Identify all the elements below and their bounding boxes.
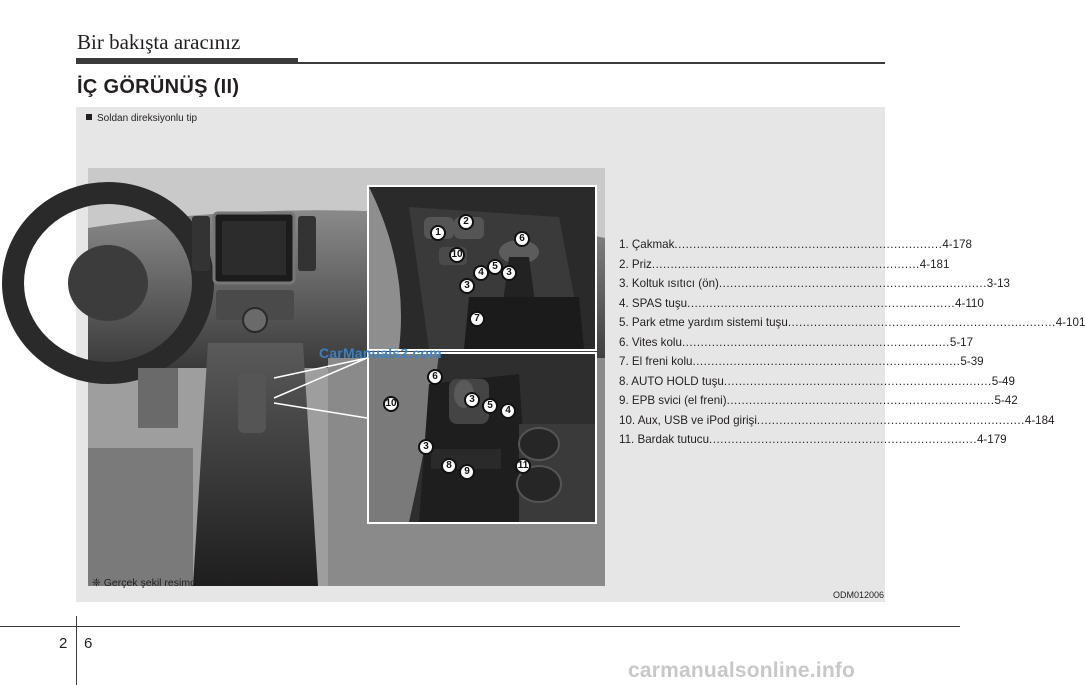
callout-badge: 8	[441, 458, 457, 474]
callout-shifter-area	[367, 185, 597, 351]
site-watermark: carmanualsonline.info	[628, 659, 856, 682]
legend-item: 1. Çakmak ........................................................................ 4-178	[619, 238, 972, 252]
legend-item: 9. EPB svici (el freni) ........................................................................ 5-42	[619, 394, 1018, 408]
legend-list	[619, 235, 1085, 450]
callout-badge: 4	[500, 403, 516, 419]
callout-badge: 11	[515, 458, 531, 474]
square-bullet-icon	[86, 114, 92, 120]
legend-item: 8. AUTO HOLD tuşu ........................................................................ 5-49	[619, 374, 1015, 388]
callout-badge: 3	[459, 278, 475, 294]
callout-badge: 2	[458, 214, 474, 230]
callout-badge: 3	[501, 265, 517, 281]
footer-divider	[76, 616, 77, 685]
watermark-text: CarManuals2.com	[319, 345, 442, 361]
header-line	[298, 62, 885, 64]
tip-text: Soldan direksiyonlu tip	[97, 113, 198, 124]
section-title: İÇ GÖRÜNÜŞ (II)	[77, 76, 240, 98]
callout-console-area	[367, 352, 597, 524]
figure-note: ❈ Gerçek şekil resimdekinden farklı olabilir.	[92, 577, 294, 589]
callout-badge: 6	[514, 231, 530, 247]
callout-badge: 5	[482, 398, 498, 414]
page-section: 2	[59, 635, 68, 652]
legend-item: 7. El freni kolu ........................................................................ 5-39	[619, 355, 984, 369]
callout-badge: 3	[418, 439, 434, 455]
header-title: Bir bakışta aracınız	[77, 30, 241, 54]
legend-item: 4. SPAS tuşu ........................................................................ 4-110	[619, 296, 984, 310]
legend-item: 10. Aux, USB ve iPod girişi ........................................................................ 4-184	[619, 413, 1055, 427]
callout-badge: 7	[469, 311, 485, 327]
footer-line	[0, 626, 960, 627]
callout-badge: 9	[459, 464, 475, 480]
legend-item: 11. Bardak tutucu ........................................................................ 4-179	[619, 433, 1007, 447]
callout-badge: 1	[430, 225, 446, 241]
callout-badge: 10	[383, 396, 399, 412]
page-number: 6	[84, 635, 93, 652]
header-bar	[76, 58, 298, 64]
callout-badge: 6	[427, 369, 443, 385]
legend-item: 2. Priz ........................................................................ 4-181	[619, 257, 950, 271]
callout-badge: 4	[473, 265, 489, 281]
callout-badge: 3	[464, 392, 480, 408]
legend-item: 5. Park etme yardım sistemi tuşu ........................................................................ 4-101	[619, 316, 1085, 330]
legend-item: 3. Koltuk ısıtıcı (ön) ........................................................................ 3-13	[619, 277, 1011, 291]
callout-badge: 10	[449, 247, 465, 263]
tip-label	[86, 113, 197, 124]
figure-code: ODM012006	[832, 590, 884, 600]
callout-badge: 5	[487, 259, 503, 275]
legend-item: 6. Vites kolu ........................................................................ 5-17	[619, 335, 974, 349]
